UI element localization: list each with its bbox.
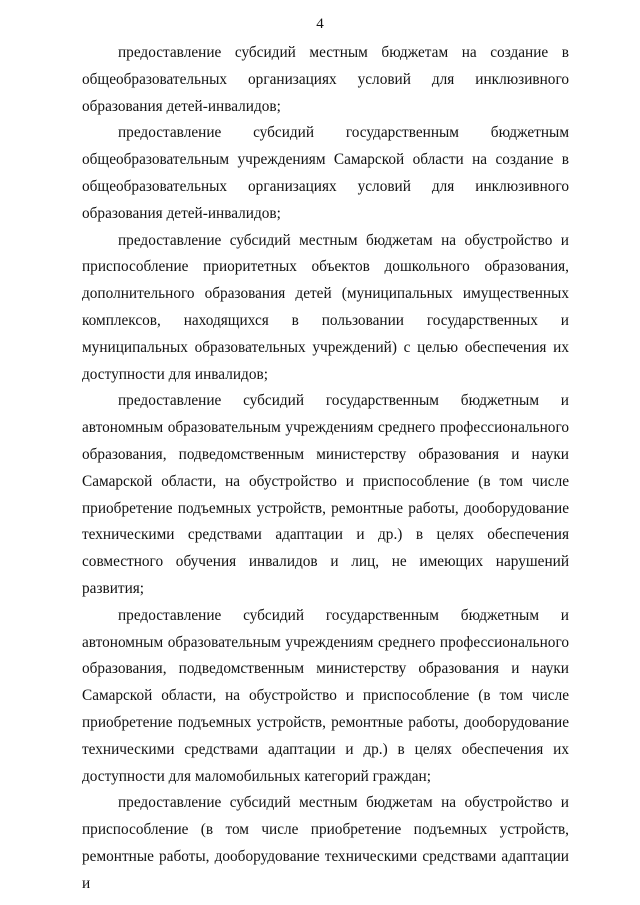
text-line: доступности для инвалидов; [82, 365, 268, 383]
text-line: предоставление субсидий местным бюджетам на создание в [118, 44, 569, 61]
text-line: Самарской области, на обустройство и приспособление (в том числе [82, 687, 569, 705]
text-line: предоставление субсидий местным бюджетам на обустройство и [118, 794, 569, 812]
text-line: автономным образовательным учреждениям среднего профессионального [82, 419, 569, 437]
text-line: образования, подведомственным министерству образования и науки [82, 660, 569, 678]
text-line: предоставление субсидий местным бюджетам на обустройство и [118, 231, 569, 249]
text-line: общеобразовательным учреждениям Самарской области на создание в [82, 151, 569, 169]
text-line: техническими средствами адаптации и др.) в целях обеспечения их [82, 740, 569, 758]
text-line: техническими средствами адаптации и др.) в целях обеспечения [82, 526, 569, 544]
text-line: приспособление (в том числе приобретение подъемных устройств, [82, 821, 569, 839]
page-number: 4 [316, 16, 324, 32]
text-line: предоставление субсидий государственным бюджетным и [118, 392, 569, 410]
text-line: муниципальных образовательных учреждений) с целью обеспечения их [82, 338, 569, 356]
text-line: Самарской области, на обустройство и приспособление (в том числе [82, 472, 569, 490]
text-line: общеобразовательных организациях условий для инклюзивного [82, 177, 569, 195]
text-line: образования детей-инвалидов; [82, 97, 281, 115]
text-line: предоставление субсидий государственным бюджетным и [118, 606, 569, 624]
paragraph [82, 40, 569, 120]
text-line: образования, подведомственным министерству образования и науки [82, 445, 569, 463]
text-line: общеобразовательных организациях условий для инклюзивного [82, 70, 569, 88]
text-line: доступности для маломобильных категорий граждан; [82, 767, 431, 785]
text-line: предоставление субсидий государственным бюджетным [118, 124, 569, 142]
text-line: образования детей-инвалидов; [82, 204, 281, 222]
text-line: приобретение подъемных устройств, ремонтные работы, дооборудование [82, 499, 569, 517]
paragraph [82, 790, 569, 897]
document-body [82, 40, 569, 898]
text-line: приспособление приоритетных объектов дошкольного образования, [82, 258, 569, 276]
text-line: автономным образовательным учреждениям среднего профессионального [82, 633, 569, 651]
paragraph [82, 603, 569, 791]
text-line: ремонтные работы, дооборудование техническими средствами адаптации и [82, 847, 569, 892]
text-line: дополнительного образования детей (муниципальных имущественных [82, 285, 569, 303]
text-line: приобретение подъемных устройств, ремонтные работы, дооборудование [82, 713, 569, 731]
paragraph [82, 228, 569, 389]
paragraph [82, 388, 569, 602]
text-line: совместного обучения инвалидов и лиц, не имеющих нарушений развития; [82, 553, 569, 597]
text-line: комплексов, находящихся в пользовании государственных и [82, 311, 569, 329]
paragraph [82, 120, 569, 227]
